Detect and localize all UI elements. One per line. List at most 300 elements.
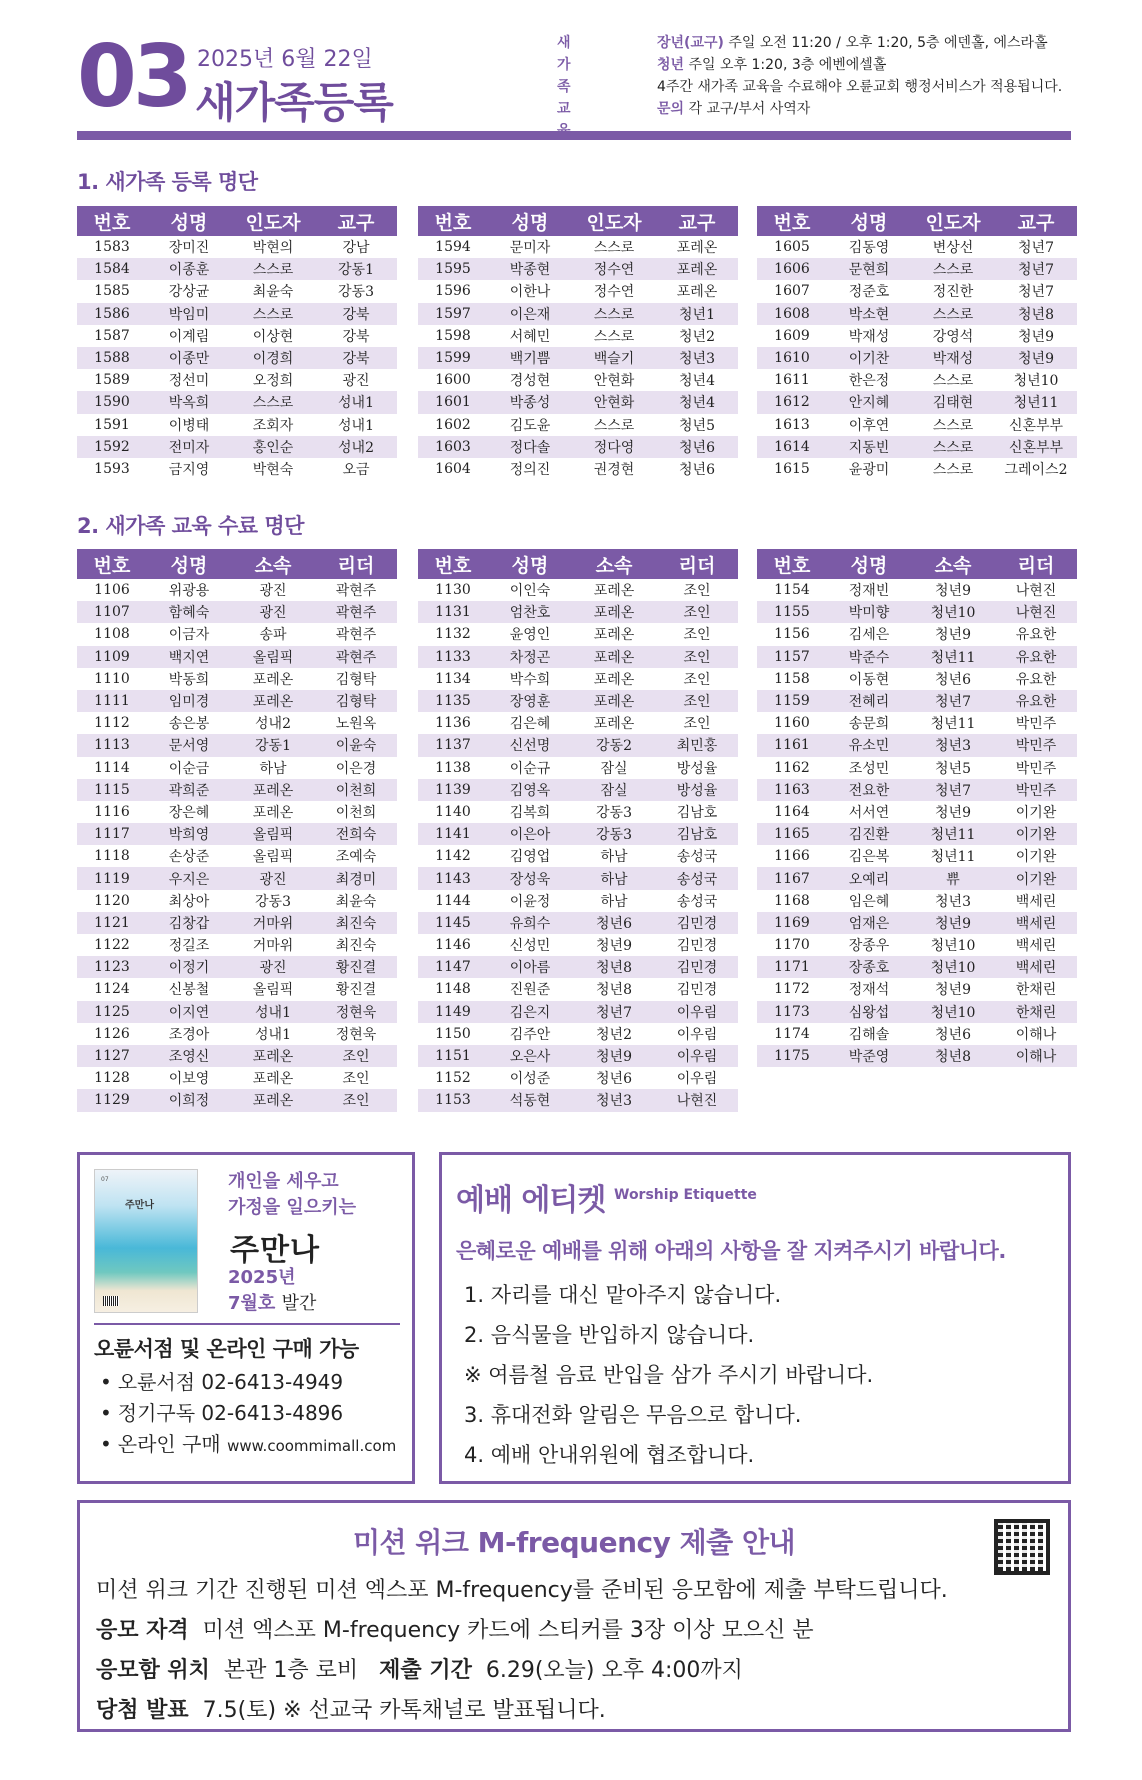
table-cell: 하남 xyxy=(572,867,656,889)
table-cell: 이경희 xyxy=(231,347,315,369)
etiquette-item: ※ 여름철 음료 반입을 삼가 주시기 바랍니다. xyxy=(464,1363,874,1387)
table-cell: 포레온 xyxy=(231,779,315,801)
online-purchase xyxy=(100,1429,396,1462)
table-cell: 김형탁 xyxy=(315,690,397,712)
column-header: 리더 xyxy=(315,549,397,579)
table-cell: 최윤숙 xyxy=(335,893,377,910)
table-cell: 최진숙 xyxy=(335,938,377,955)
table-cell: 1599 xyxy=(418,347,488,369)
table-cell: 안현화 xyxy=(572,391,656,413)
table-cell: 청년2 xyxy=(596,1026,632,1043)
table-row xyxy=(757,823,1077,845)
column-header: 리더 xyxy=(656,549,738,579)
table-cell: 황진결 xyxy=(335,982,377,999)
table-cell: 유요한 xyxy=(995,690,1077,712)
period-label: 제출 기간 xyxy=(379,1658,472,1683)
tagline-line1: 개인을 세우고 xyxy=(228,1171,339,1192)
table-row xyxy=(757,757,1077,779)
table-cell: 1605 xyxy=(774,239,810,256)
table-cell: 성내1 xyxy=(338,417,374,434)
table-cell: 강남 xyxy=(342,240,370,257)
table-cell: 최민홍 xyxy=(656,734,738,756)
table-cell: 1610 xyxy=(757,347,827,369)
table-cell: 성내2 xyxy=(255,716,291,733)
table-row xyxy=(77,956,397,978)
table-row xyxy=(77,579,397,601)
table-cell: 조인 xyxy=(656,601,738,623)
table-cell: 이기찬 xyxy=(827,347,911,369)
table-cell: 청년7 xyxy=(911,690,995,712)
table-cell: 청년8 xyxy=(572,956,656,978)
section2-table-3 xyxy=(757,549,1077,1067)
table-cell: 1608 xyxy=(757,303,827,325)
table-cell: 청년6 xyxy=(572,912,656,934)
table-cell: 정길조 xyxy=(168,938,210,955)
table-row xyxy=(757,890,1077,912)
table-row xyxy=(77,779,397,801)
table-cell: 이보영 xyxy=(168,1071,210,1088)
table-cell: 1145 xyxy=(418,912,488,934)
table-cell: 1595 xyxy=(418,258,488,280)
table-cell: 포레온 xyxy=(231,1089,315,1111)
table-cell: 정현욱 xyxy=(335,1026,377,1043)
table-cell: 김영업 xyxy=(509,849,551,866)
table-cell: 박준수 xyxy=(827,646,911,668)
table-cell: 포레온 xyxy=(572,601,656,623)
table-cell: 하남 xyxy=(600,849,628,866)
table-row xyxy=(757,458,1077,480)
table-cell: 거마위 xyxy=(252,938,294,955)
table-cell: 1597 xyxy=(418,303,488,325)
table-cell: 포레온 xyxy=(572,690,656,712)
table-cell: 최진숙 xyxy=(315,912,397,934)
table-cell: 청년9 xyxy=(1018,328,1054,345)
table-cell: 포레온 xyxy=(676,240,718,257)
table-cell: 1594 xyxy=(435,239,471,256)
table-row xyxy=(418,978,738,1000)
table-cell: 1612 xyxy=(757,391,827,413)
table-cell: 임미경 xyxy=(147,690,231,712)
table-row xyxy=(77,646,397,668)
table-cell: 김민경 xyxy=(676,982,718,999)
table-cell: 이순규 xyxy=(509,760,551,777)
table-cell: 박민주 xyxy=(995,734,1077,756)
table-cell: 강동2 xyxy=(572,734,656,756)
table-cell: 성내1 xyxy=(315,391,397,413)
table-cell: 김창갑 xyxy=(147,912,231,934)
table-cell: 오정희 xyxy=(252,373,294,390)
table-cell: 청년3 xyxy=(935,893,971,910)
table-cell: 조경아 xyxy=(168,1026,210,1043)
table-cell: 1170 xyxy=(774,937,810,954)
section2-table-1 xyxy=(77,549,397,1112)
table-cell: 정선미 xyxy=(168,373,210,390)
table-cell: 정진한 xyxy=(932,284,974,301)
table-cell: 전요한 xyxy=(827,779,911,801)
table-cell: 신봉철 xyxy=(168,982,210,999)
table-cell: 청년3 xyxy=(572,1089,656,1111)
table-cell: 청년7 xyxy=(911,779,995,801)
table-cell: 이상현 xyxy=(252,328,294,345)
table-cell: 1123 xyxy=(77,956,147,978)
table-cell: 청년3 xyxy=(911,734,995,756)
box-location-label: 응모함 위치 xyxy=(96,1658,210,1683)
table-cell: 1615 xyxy=(774,460,810,477)
table-cell: 1150 xyxy=(435,1025,471,1042)
table-cell: 청년9 xyxy=(911,912,995,934)
table-cell: 청년4 xyxy=(656,391,738,413)
table-cell: 1165 xyxy=(757,823,827,845)
column-header: 성명 xyxy=(827,549,911,579)
table-cell: 1142 xyxy=(435,848,471,865)
table-cell: 1607 xyxy=(774,283,810,300)
table-cell: 전미자 xyxy=(147,436,231,458)
table-cell: 이아름 xyxy=(488,956,572,978)
table-cell: 김남호 xyxy=(656,823,738,845)
table-cell: 1152 xyxy=(435,1070,471,1087)
column-header: 인도자 xyxy=(572,206,656,236)
table-row xyxy=(418,1045,738,1067)
column-header: 번호 xyxy=(757,549,827,579)
table-cell: 스스로 xyxy=(593,240,635,257)
etiquette-subtitle: Worship Etiquette xyxy=(614,1187,757,1203)
table-cell: 1108 xyxy=(94,626,130,643)
table-row xyxy=(757,1001,1077,1023)
table-cell: 경성현 xyxy=(509,373,551,390)
table-cell: 장영훈 xyxy=(488,690,572,712)
table-cell: 조인 xyxy=(683,583,711,600)
table-cell: 스스로 xyxy=(231,303,315,325)
table-row xyxy=(77,1089,397,1111)
etiquette-lead: 은혜로운 예배를 위해 아래의 사항을 잘 지켜주시기 바랍니다. xyxy=(456,1239,1006,1263)
table-cell: 포레온 xyxy=(231,1045,315,1067)
table-cell: 이은경 xyxy=(335,760,377,777)
table-cell: 1155 xyxy=(757,601,827,623)
table-row xyxy=(757,978,1077,1000)
table-cell: 청년6 xyxy=(679,461,715,478)
page-date: 2025년 6월 22일 xyxy=(197,47,373,72)
table-cell: 곽현주 xyxy=(335,583,377,600)
table-row xyxy=(418,1001,738,1023)
table-cell: 이순금 xyxy=(168,760,210,777)
table-cell: 송파 xyxy=(259,627,287,644)
table-cell: 포레온 xyxy=(593,671,635,688)
table-cell: 오예리 xyxy=(827,867,911,889)
table-cell: 문서영 xyxy=(147,734,231,756)
column-header: 교구 xyxy=(995,206,1077,236)
table-cell: 문현희 xyxy=(827,258,911,280)
table-row xyxy=(418,258,738,280)
table-cell: 청년6 xyxy=(935,1026,971,1043)
table-cell: 1129 xyxy=(77,1089,147,1111)
table-row xyxy=(418,369,738,391)
column-header: 성명 xyxy=(147,549,231,579)
table-cell: 1159 xyxy=(757,690,827,712)
table-cell: 1172 xyxy=(774,981,810,998)
table-cell: 1107 xyxy=(77,601,147,623)
table-row xyxy=(77,801,397,823)
table-row xyxy=(418,956,738,978)
table-cell: 이윤숙 xyxy=(315,734,397,756)
table-cell: 청년10 xyxy=(911,956,995,978)
table-cell: 1139 xyxy=(418,779,488,801)
table-cell: 스스로 xyxy=(911,436,995,458)
table-cell: 1117 xyxy=(77,823,147,845)
table-cell: 스스로 xyxy=(911,303,995,325)
table-cell: 정재빈 xyxy=(848,583,890,600)
magazine-divider xyxy=(94,1323,400,1325)
table-cell: 포레온 xyxy=(593,627,635,644)
table-cell: 스스로 xyxy=(911,258,995,280)
table-row xyxy=(418,734,738,756)
table-cell: 유요한 xyxy=(995,646,1077,668)
table-cell: 1583 xyxy=(94,239,130,256)
table-cell: 이병태 xyxy=(168,417,210,434)
magazine-issue xyxy=(228,1265,316,1317)
table-cell: 조인 xyxy=(683,627,711,644)
magazine-logo: 주만나 xyxy=(230,1233,320,1268)
table-cell: 최상아 xyxy=(168,893,210,910)
online-purchase-url[interactable]: www.coommimall.com xyxy=(227,1437,397,1455)
adult-text: 주일 오전 11:20 / 오후 1:20, 5층 에덴홀, 에스라홀 xyxy=(723,35,1048,51)
table-cell: 스스로 xyxy=(231,391,315,413)
table-cell: 1596 xyxy=(435,283,471,300)
table-row xyxy=(418,912,738,934)
table-row xyxy=(418,280,738,302)
table-cell: 이우림 xyxy=(676,1071,718,1088)
table-cell: 청년8 xyxy=(911,1045,995,1067)
table-cell: 1153 xyxy=(418,1089,488,1111)
table-cell: 1590 xyxy=(77,391,147,413)
table-cell: 1116 xyxy=(94,803,130,820)
table-row xyxy=(77,867,397,889)
table-cell: 청년7 xyxy=(572,1001,656,1023)
table-cell: 1154 xyxy=(774,582,810,599)
table-row xyxy=(757,867,1077,889)
table-cell: 김주안 xyxy=(509,1026,551,1043)
table-cell: 정현욱 xyxy=(315,1001,397,1023)
table-cell: 김태현 xyxy=(911,391,995,413)
table-cell: 송성국 xyxy=(676,849,718,866)
table-cell: 1164 xyxy=(774,803,810,820)
table-cell: 김복희 xyxy=(509,804,551,821)
table-cell: 이해나 xyxy=(995,1045,1077,1067)
table-cell: 청년5 xyxy=(935,760,971,777)
table-cell: 1106 xyxy=(94,582,130,599)
column-header: 소속 xyxy=(231,549,315,579)
table-cell: 한은정 xyxy=(848,373,890,390)
etiquette-item: 1. 자리를 대신 맡아주지 않습니다. xyxy=(464,1283,782,1307)
column-header: 소속 xyxy=(911,549,995,579)
table-cell: 김동영 xyxy=(848,240,890,257)
table-cell: 청년3 xyxy=(656,347,738,369)
table-row xyxy=(77,668,397,690)
table-cell: 정다영 xyxy=(572,436,656,458)
table-cell: 1147 xyxy=(418,956,488,978)
bookstore-phone: • 오륜서점 02-6413-4949 xyxy=(100,1367,396,1398)
table-cell: 백세린 xyxy=(995,956,1077,978)
table-row xyxy=(757,236,1077,258)
table-cell: 차정곤 xyxy=(488,646,572,668)
table-cell: 청년9 xyxy=(935,627,971,644)
table-cell: 박수희 xyxy=(509,671,551,688)
table-cell: 스스로 xyxy=(593,328,635,345)
education-info-label: 새가족 교 xyxy=(557,35,571,117)
table-row xyxy=(77,601,397,623)
table-row xyxy=(77,1023,397,1045)
table-cell: 1120 xyxy=(94,892,130,909)
table-cell: 1174 xyxy=(774,1025,810,1042)
etiquette-list xyxy=(464,1275,873,1475)
table-cell: 박소현 xyxy=(827,303,911,325)
table-cell: 1601 xyxy=(418,391,488,413)
table-row xyxy=(77,934,397,956)
table-cell: 1141 xyxy=(418,823,488,845)
table-cell: 1115 xyxy=(77,779,147,801)
table-cell: 송성국 xyxy=(656,867,738,889)
table-cell: 청년10 xyxy=(911,601,995,623)
online-purchase-label: 온라인 구매 xyxy=(117,1432,228,1456)
table-row xyxy=(77,845,397,867)
table-cell: 청년10 xyxy=(930,938,976,955)
table-cell: 박현의 xyxy=(252,240,294,257)
table-cell: 올림픽 xyxy=(231,823,315,845)
table-cell: 1162 xyxy=(774,759,810,776)
table-cell: 박희영 xyxy=(147,823,231,845)
table-row xyxy=(757,934,1077,956)
table-cell: 이인숙 xyxy=(509,583,551,600)
table-cell: 포레온 xyxy=(676,284,718,301)
column-header: 번호 xyxy=(418,549,488,579)
inquiry-key: 문의 xyxy=(657,101,685,117)
table-cell: 광진 xyxy=(231,601,315,623)
table-row xyxy=(757,369,1077,391)
table-row xyxy=(418,690,738,712)
purchase-title: 오륜서점 및 온라인 구매 가능 xyxy=(94,1337,359,1361)
table-cell: 청년9 xyxy=(935,583,971,600)
table-cell: 1587 xyxy=(94,327,130,344)
table-cell: 조인 xyxy=(342,1071,370,1088)
table-cell: 포레온 xyxy=(252,671,294,688)
table-cell: 조인 xyxy=(683,716,711,733)
table-cell: 유요한 xyxy=(1015,671,1057,688)
table-cell: 정수연 xyxy=(593,284,635,301)
table-cell: 강동1 xyxy=(231,734,315,756)
table-cell: 잠실 xyxy=(600,760,628,777)
table-cell: 곽현주 xyxy=(315,601,397,623)
table-cell: 청년4 xyxy=(679,373,715,390)
table-cell: 1171 xyxy=(757,956,827,978)
table-cell: 포레온 xyxy=(656,258,738,280)
table-cell: 1611 xyxy=(774,372,810,389)
youth-text: 주일 오후 1:20, 3층 에벤에셀홀 xyxy=(684,57,887,73)
table-cell: 청년10 xyxy=(911,1001,995,1023)
header-divider xyxy=(77,131,1071,140)
table-cell: 이계림 xyxy=(168,328,210,345)
table-row xyxy=(757,347,1077,369)
table-cell: 전희숙 xyxy=(315,823,397,845)
table-cell: 1600 xyxy=(435,372,471,389)
table-cell: 오은사 xyxy=(488,1045,572,1067)
page-title: 새가족등록 xyxy=(195,78,393,127)
table-cell: 박종현 xyxy=(488,258,572,280)
table-cell: 강동3 xyxy=(572,823,656,845)
table-row xyxy=(757,303,1077,325)
table-cell: 성내1 xyxy=(231,1001,315,1023)
table-cell: 김은혜 xyxy=(509,716,551,733)
table-cell: 임은혜 xyxy=(848,893,890,910)
table-cell: 그레이스2 xyxy=(1004,461,1068,478)
table-row xyxy=(418,801,738,823)
table-cell: 이동현 xyxy=(848,671,890,688)
table-row xyxy=(77,325,397,347)
period-text: 6.29(오늘) 오후 4:00까지 xyxy=(485,1658,743,1683)
table-cell: 청년10 xyxy=(1013,373,1059,390)
table-row xyxy=(77,757,397,779)
table-cell: 거마위 xyxy=(231,912,315,934)
table-cell: 이정기 xyxy=(147,956,231,978)
column-header: 소속 xyxy=(572,549,656,579)
worship-etiquette xyxy=(439,1152,1071,1484)
table-row xyxy=(77,978,397,1000)
table-cell: 강북 xyxy=(315,303,397,325)
table-row xyxy=(77,280,397,302)
table-cell: 1131 xyxy=(418,601,488,623)
table-cell: 포레온 xyxy=(231,690,315,712)
table-cell: 1168 xyxy=(774,892,810,909)
table-cell: 1135 xyxy=(418,690,488,712)
table-cell: 1609 xyxy=(774,327,810,344)
table-cell: 우지은 xyxy=(147,867,231,889)
column-header: 번호 xyxy=(77,206,147,236)
table-row xyxy=(418,934,738,956)
table-row xyxy=(757,391,1077,413)
table-cell: 1111 xyxy=(77,690,147,712)
table-cell: 강동3 xyxy=(596,804,632,821)
table-cell: 1613 xyxy=(774,416,810,433)
table-cell: 장종우 xyxy=(848,938,890,955)
table-cell: 스스로 xyxy=(593,417,635,434)
table-cell: 청년9 xyxy=(596,938,632,955)
table-cell: 이성준 xyxy=(509,1071,551,1088)
table-row xyxy=(757,779,1077,801)
table-cell: 김세은 xyxy=(848,627,890,644)
table-row xyxy=(757,712,1077,734)
table-row xyxy=(418,1067,738,1089)
table-cell: 나현진 xyxy=(656,1089,738,1111)
table-cell: 1125 xyxy=(77,1001,147,1023)
table-cell: 이해나 xyxy=(1015,1026,1057,1043)
table-cell: 광진 xyxy=(231,867,315,889)
qr-code-icon[interactable] xyxy=(994,1519,1050,1575)
table-cell: 포레온 xyxy=(572,646,656,668)
table-cell: 송문희 xyxy=(848,716,890,733)
column-header: 번호 xyxy=(757,206,827,236)
table-row xyxy=(77,414,397,436)
table-row xyxy=(77,734,397,756)
qualification-label: 응모 자격 xyxy=(96,1618,189,1643)
table-cell: 1148 xyxy=(435,981,471,998)
mission-week-notice xyxy=(77,1500,1071,1732)
table-row xyxy=(77,369,397,391)
table-cell: 정재석 xyxy=(848,982,890,999)
cover-title: 주만나 xyxy=(125,1200,154,1211)
table-cell: 하남 xyxy=(600,893,628,910)
table-cell: 성내2 xyxy=(315,436,397,458)
table-row xyxy=(757,258,1077,280)
table-row xyxy=(757,912,1077,934)
table-cell: 유희수 xyxy=(488,912,572,934)
